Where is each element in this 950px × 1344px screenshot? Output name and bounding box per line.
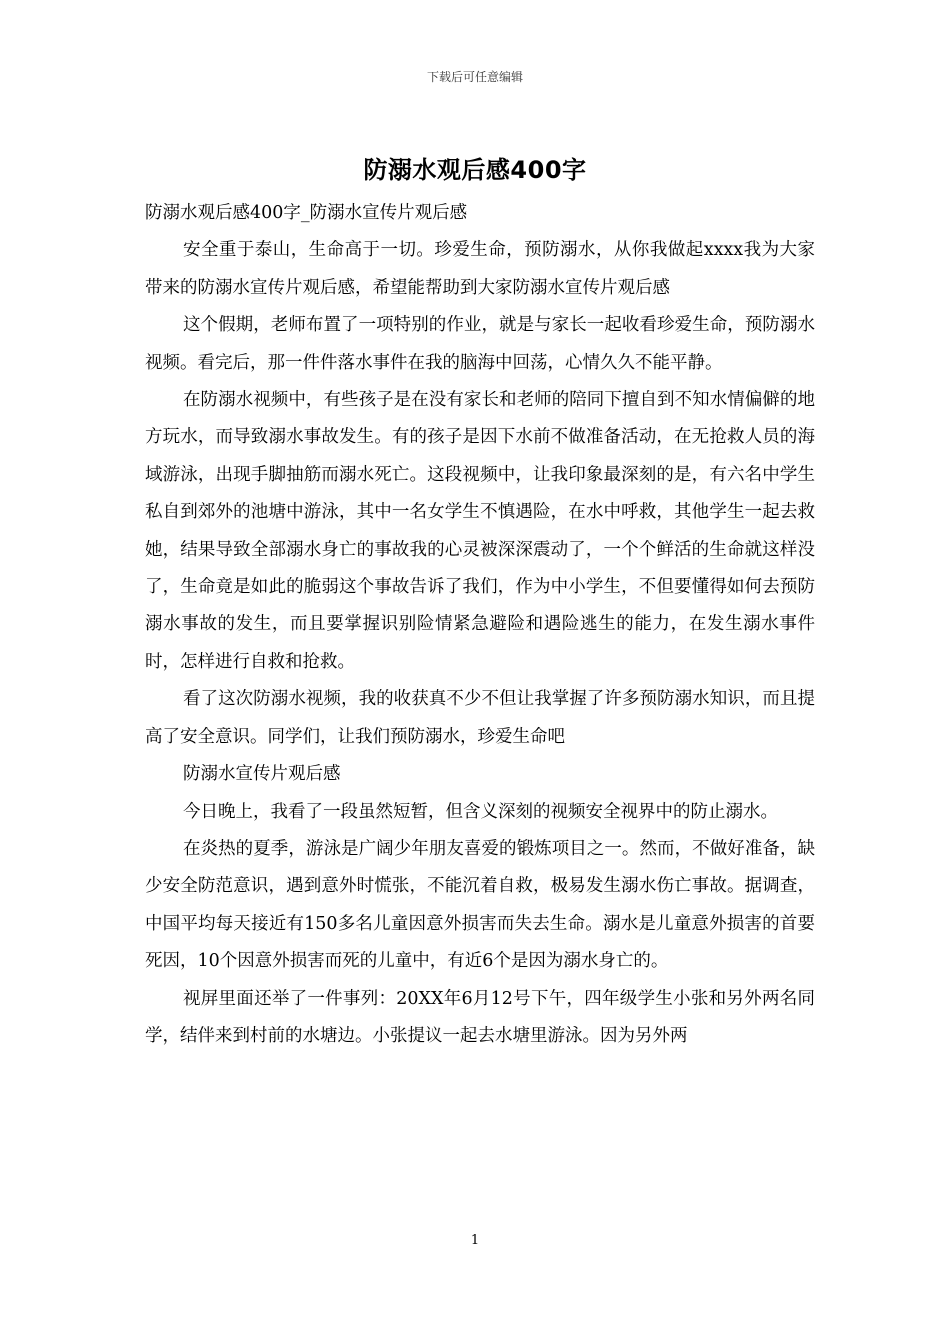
paragraph: 今日晚上，我看了一段虽然短暂，但含义深刻的视频安全视界中的防止溺水。: [183, 801, 778, 822]
paragraph: 这个假期，老师布置了一项特别的作业，就是与家长一起收看珍爱生命，预防溺水视频。看完后，那一件件落水事件在我的脑海中回荡，心情久久不能平静。: [145, 315, 815, 373]
document-subtitle: 防溺水观后感400字_防溺水宣传片观后感: [145, 203, 468, 223]
paragraph: 视屏里面还举了一件事列：20XX年6月12号下午，四年级学生小张和另外两名同学，结伴来到村前的水塘边。小张提议一起去水塘里游泳。因为另外两: [145, 988, 815, 1046]
paragraph: 安全重于泰山，生命高于一切。珍爱生命，预防溺水，从你我做起xxxx我为大家带来的防溺水宣传片观后感，希望能帮助到大家防溺水宣传片观后感: [145, 240, 815, 298]
header-note: 下载后可任意编辑: [426, 70, 523, 84]
section-heading: 防溺水宣传片观后感: [183, 764, 341, 785]
paragraph: 在防溺水视频中，有些孩子是在没有家长和老师的陪同下擅自到不知水情偏僻的地方玩水，而导致溺水事故发生。有的孩子是因下水前不做准备活动，在无抢救人员的海域游泳，出现手脚抽筋而溺水死亡。这段视频中，让我印象最深刻的是，有六名中学生私自到郊外的池塘中游泳，其中一名女学生不慎遇险，在水中呼救，其他学生一起去救她，结果导致全部溺水身亡的事故我的心灵被深深震动了，一个个鲜活的生命就这样没了，生命竟是如此的脆弱这个事故告诉了我们，作为中小学生，不但要懂得如何去预防溺水事故的发生，而且要掌握识别险情紧急避险和遇险逃生的能力，在发生溺水事件时，怎样进行自救和抢救。: [145, 390, 815, 672]
page-number: 1: [470, 1233, 480, 1248]
document-body: [145, 195, 815, 1055]
paragraph: 在炎热的夏季，游泳是广阔少年朋友喜爱的锻炼项目之一。然而，不做好准备，缺少安全防范意识，遇到意外时慌张，不能沉着自救，极易发生溺水伤亡事故。据调查，中国平均每天接近有150多名儿童因意外损害而失去生命。溺水是儿童意外损害的首要死因，10个因意外损害而死的儿童中，有近6个是因为溺水身亡的。: [145, 838, 815, 972]
paragraph: 看了这次防溺水视频，我的收获真不少不但让我掌握了许多预防溺水知识，而且提高了安全意识。同学们，让我们预防溺水，珍爱生命吧: [145, 689, 815, 747]
document-title: 防溺水观后感400字: [363, 156, 587, 184]
